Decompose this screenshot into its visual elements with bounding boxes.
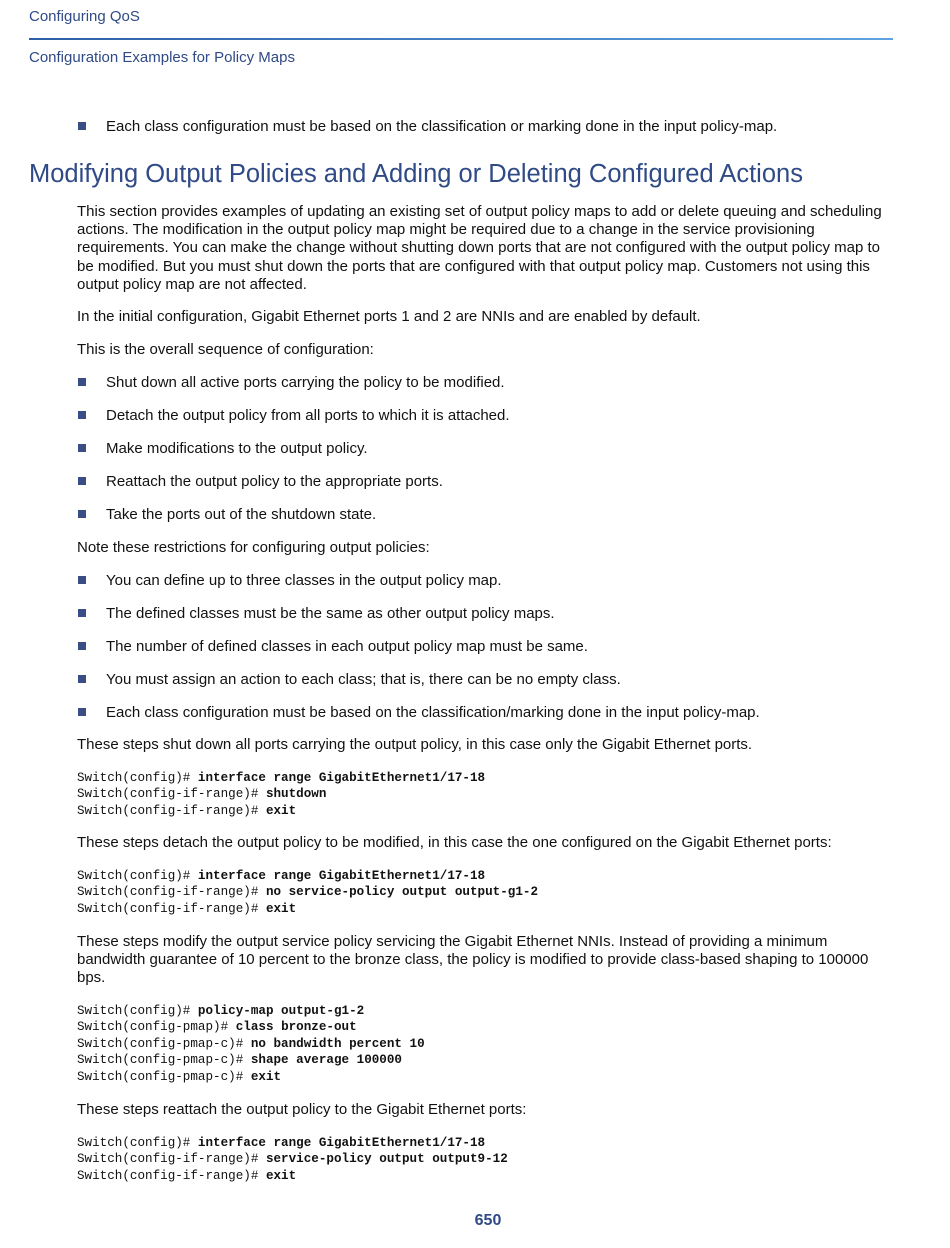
code-prompt: Switch(config-if-range)#: [77, 885, 266, 900]
code-command: no bandwidth percent 10: [250, 1036, 425, 1051]
code-command: exit: [250, 1069, 282, 1084]
code-prompt: Switch(config)#: [77, 1136, 198, 1150]
bullet-text: The number of defined classes in each output policy map must be same.: [106, 638, 588, 655]
code-block-modify: [77, 1003, 425, 1085]
code-prompt: Switch(config-if-range)#: [77, 787, 266, 802]
code-line: [77, 1053, 402, 1067]
code-command: exit: [265, 901, 297, 916]
code-line: [77, 1004, 364, 1018]
code-prompt: Switch(config-if-range)#: [77, 901, 266, 916]
header-rule: [29, 38, 893, 40]
code-command: no service-policy output output-g1-2: [265, 885, 539, 900]
paragraph-reattach: These steps reattach the output policy to the Gigabit Ethernet ports:: [77, 1101, 527, 1118]
bullet-square-icon: [78, 122, 86, 130]
bullet-square-icon: [78, 642, 86, 650]
page-number: 650: [474, 1212, 502, 1229]
code-block-shutdown: [77, 770, 485, 819]
bullet-text: Each class configuration must be based on the classification or marking done in the input policy-map.: [106, 118, 778, 135]
bullet-square-icon: [78, 708, 86, 716]
code-line: [77, 771, 485, 785]
header-section-title: Configuring QoS: [29, 8, 140, 25]
bullet-square-icon: [78, 411, 86, 419]
paragraph-initial-config: In the initial configuration, Gigabit Ethernet ports 1 and 2 are NNIs and are enabled by default.: [77, 308, 701, 325]
code-block-reattach: [77, 1135, 508, 1184]
bullet-text: Detach the output policy from all ports to which it is attached.: [106, 407, 510, 424]
code-prompt: Switch(config-if-range)#: [77, 1152, 266, 1167]
bullet-text: You can define up to three classes in the output policy map.: [106, 572, 502, 589]
paragraph-detach: These steps detach the output policy to be modified, in this case the one configured on the Gigabit Ethernet ports:: [77, 834, 832, 851]
bullet-square-icon: [78, 477, 86, 485]
code-line: [77, 804, 296, 818]
code-prompt: Switch(config-if-range)#: [77, 803, 266, 818]
bullet-text: Shut down all active ports carrying the policy to be modified.: [106, 374, 505, 391]
bullet-square-icon: [78, 444, 86, 452]
code-prompt: Switch(config-pmap-c)#: [77, 1036, 251, 1051]
code-command: policy-map output-g1-2: [197, 1004, 365, 1018]
code-command: interface range GigabitEthernet1/17-18: [197, 869, 486, 883]
bullet-square-icon: [78, 609, 86, 617]
bullet-text: Each class configuration must be based on the classification/marking done in the input policy-map.: [106, 704, 760, 721]
code-prompt: Switch(config)#: [77, 771, 198, 785]
code-command: interface range GigabitEthernet1/17-18: [197, 771, 486, 785]
code-line: [77, 1020, 357, 1034]
paragraph-restrictions: Note these restrictions for configuring output policies:: [77, 539, 430, 556]
bullet-square-icon: [78, 675, 86, 683]
bullet-text: The defined classes must be the same as other output policy maps.: [106, 605, 555, 622]
code-command: service-policy output output9-12: [265, 1152, 508, 1167]
bullet-square-icon: [78, 378, 86, 386]
code-command: shape average 100000: [250, 1053, 402, 1068]
header-subsection-title: Configuration Examples for Policy Maps: [29, 49, 295, 66]
code-line: [77, 1169, 296, 1183]
paragraph-sequence: This is the overall sequence of configuration:: [77, 341, 374, 358]
code-prompt: Switch(config-pmap)#: [77, 1020, 236, 1035]
paragraph-intro: This section provides examples of updating an existing set of output policy maps to add or delete queuing and scheduling actions. The modification in the output policy map might be required due to a change in the service provisioning requirements. You can make the change without shutting down ports that are not configured with the output policy map to be modified. But you must shut down the ports that are configured with that output policy map. Customers not using this output policy map are not affected.: [77, 203, 882, 293]
code-line: [77, 787, 326, 801]
code-line: [77, 869, 485, 883]
code-line: [77, 1136, 485, 1150]
code-command: exit: [265, 803, 297, 818]
bullet-square-icon: [78, 510, 86, 518]
code-line: [77, 1070, 281, 1084]
code-command: shutdown: [265, 787, 327, 802]
code-line: [77, 902, 296, 916]
section-heading: Modifying Output Policies and Adding or Deleting Configured Actions: [29, 160, 803, 188]
bullet-text: You must assign an action to each class; that is, there can be no empty class.: [106, 671, 621, 688]
bullet-text: Make modifications to the output policy.: [106, 440, 368, 457]
code-prompt: Switch(config-if-range)#: [77, 1168, 266, 1183]
code-line: [77, 1037, 425, 1051]
code-prompt: Switch(config-pmap-c)#: [77, 1069, 251, 1084]
code-prompt: Switch(config)#: [77, 869, 198, 883]
code-command: interface range GigabitEthernet1/17-18: [197, 1136, 486, 1150]
bullet-square-icon: [78, 576, 86, 584]
code-block-detach: [77, 868, 538, 917]
paragraph-modify: These steps modify the output service policy servicing the Gigabit Ethernet NNIs. Instead of providing a minimum bandwidth guarantee of 10 percent to the bronze class, the policy is modified to provide class-based shaping to 100000 bps.: [77, 933, 869, 987]
code-prompt: Switch(config-pmap-c)#: [77, 1053, 251, 1068]
code-line: [77, 1152, 508, 1166]
paragraph-shutdown: These steps shut down all ports carrying the output policy, in this case only the Gigabit Ethernet ports.: [77, 736, 753, 753]
code-command: class bronze-out: [235, 1020, 357, 1035]
code-prompt: Switch(config)#: [77, 1004, 198, 1018]
bullet-text: Take the ports out of the shutdown state.: [106, 506, 377, 523]
bullet-text: Reattach the output policy to the appropriate ports.: [106, 473, 443, 490]
code-line: [77, 885, 538, 899]
code-command: exit: [265, 1168, 297, 1183]
